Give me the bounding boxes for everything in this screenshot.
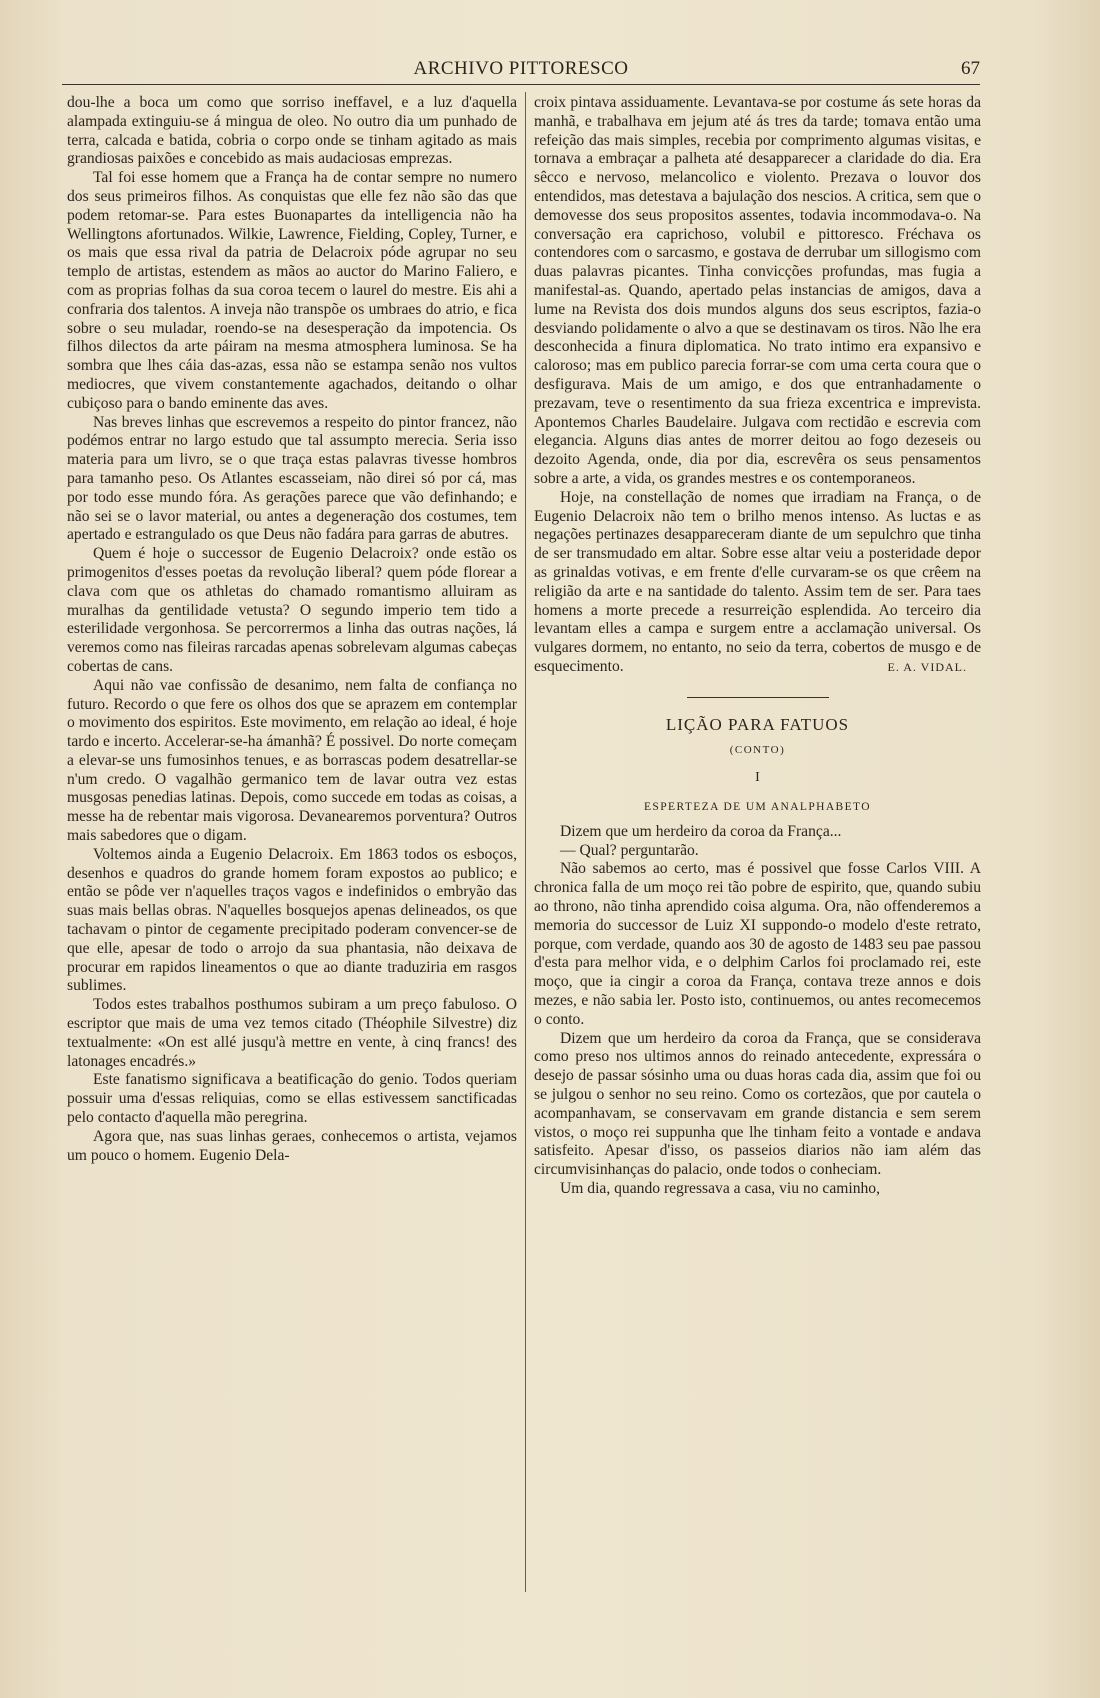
paragraph: Tal foi esse homem que a França ha de contar sempre no numero dos seus primeiros filhos. As conquistas que elle fez não são das que podem retomar-se. Para estes Buonapartes da intelligencia não ha Wellingtons afortunados. Wilkie, Lawrence, Fielding, Copley, Turner, e os mais que essa rival da patria de Delacroix póde agrupar no seu templo de artistas, estendem as mãos ao auctor do Marino Faliero, e com as proprias folhas da sua coroa tecem o laurel do mestre. Eis ahi a confraria dos talentos. A inveja não transpõe os umbraes do atrio, e fica sobre o seu muladar, roendo-se na desesperação da impotencia. Os filhos dilectos da arte páiram na mesma atmosphera luminosa. Se ha sombra que lhes cáia das-azas, essa não se estampa senão nos vultos mediocres, que vivem constantemente agachados, deitando o olhar cubiçoso para o bando eminente das aves. [67, 169, 517, 412]
paragraph: Voltemos ainda a Eugenio Delacroix. Em 1863 todos os esboços, desenhos e quadros do grande homem foram expostos ao publico; e então se pôde ver n'aquelles traços vagos e indefinidos o embryão das suas mais bellas obras. N'aquelles bosquejos apenas delineados, os que tachavam o pintor de cegamente precipitado poderam convencer-se de que elle, apesar de todo o arrojo da sua phantasia, não deixava de procurar em rapidos lineamentos o que ao diante traduziria em rasgos sublimes. [67, 845, 517, 995]
publication-title: ARCHIVO PITTORESCO [413, 58, 629, 79]
header-rule [62, 84, 980, 85]
chapter-title: ESPERTEZA DE UM ANALPHABETO [644, 801, 871, 814]
section-rule [687, 697, 829, 698]
paragraph: Nas breves linhas que escrevemos a respeito do pintor francez, não podémos entrar no largo estudo que tal assumpto merecia. Seria isso materia para um livro, se o que traça estas palavras tivesse hombros para tamanho peso. Os Atlantes escasseiam, não direi só por cá, mas por todo esse mundo fóra. As gerações parece que vão definhando; e não sei se o lavor material, ou antes a degeneração dos costumes, tem apertado e estrangulado os que Deus não fadára para garras de abutres. [67, 413, 517, 544]
paragraph: Hoje, na constellação de nomes que irradiam na França, o de Eugenio Delacroix não tem o brilho menos intenso. As luctas e as negações pertinazes desappareceram diante de um sepulchro que tinha de ser transmudado em altar. Sobre esse altar veiu a posteridade depor as grinaldas votivas, e em frente d'elle curvaram-se os que crêem na religião da arte e na santidade do talento. Assim tem de ser. Para taes homens a morte precede a resurreição esplendida. Ao terceiro dia levantam elles a campa e surgem entre a acclamação universal. Os vulgares dormem, no entanto, no seio da terra, cobertos de musgo e de esquecimento. [534, 488, 981, 675]
paragraph: dou-lhe a boca um como que sorriso ineffavel, e a luz d'aquella alampada extinguiu-se á mingua de oleo. No outro dia um punhado de terra, calcada e batida, cobria o corpo onde se tinham agitado as mais grandiosas paixões e concebido as mais audaciosas emprezas. [67, 94, 517, 168]
story-subtitle: (CONTO) [729, 743, 786, 756]
paragraph: Todos estes trabalhos posthumos subiram a um preço fabuloso. O escriptor que mais de uma vez temos citado (Théophile Silvestre) diz textualmente: «On est allé jusqu'à mettre en vente, à cinq francs! des latonages encadrés.» [67, 996, 517, 1070]
page-header [62, 56, 980, 82]
left-column [67, 94, 517, 1165]
paragraph: croix pintava assiduamente. Levantava-se por costume ás sete horas da manhã, e trabalhava em jejum até ás tres da tarde; tomava então uma refeição das mais simples, recebia por comprimento algumas visitas, e tornava a embraçar a palheta até desapparecer a claridade do dia. Era sêcco e nervoso, melancolico e violento. Prezava o louvor dos entendidos, mas detestava a bajulação dos nescios. A critica, sem que o demovesse dos seus propositos assentes, todavia incommodava-o. Na conversação era caprichoso, volubil e pittoresco. Fréchava os contendores com o sarcasmo, e gostava de derrubar um sillogismo com duas palavras picantes. Tinha convicções profundas, mas fugia a manifestal-as. Quando, apertado pelas instancias de amigos, dava a lume na Revista dos dois mundos alguns dos seus escriptos, fazia-o desviando polidamente o alvo a que se destinavam os tiros. Não lhe era desconhecida a finura diplomatica. No trato intimo era expansivo e caloroso; mas em publico parecia forrar-se com uma certa coura que o desfigurava. Mais de um amigo, e dos que entranhadamente o prezavam, teve o resentimento da sua frieza excentrica e imprevista. Apontemos Charles Baudelaire. Julgava com rectidão e escrevia com elegancia. Alguns dias antes de morrer deitou ao fogo dezeseis ou dezoito Agenda, onde, dia por dia, escrevêra os seus pensamentos sobre a arte, a vida, os grandes mestres e os contemporaneos. [534, 94, 981, 487]
paragraph: Este fanatismo significava a beatificação do genio. Todos queriam possuir uma d'essas reliquias, como se ellas estivessem sanctificadas pelo contacto d'aquella mão peregrina. [67, 1071, 517, 1127]
paragraph: Agora que, nas suas linhas geraes, conhecemos o artista, vejamos um pouco o homem. Eugenio Dela- [67, 1127, 517, 1164]
story-title: LIÇÃO PARA FATUOS [665, 714, 850, 734]
column-divider [525, 92, 526, 1592]
chapter-number: I [755, 770, 760, 786]
paragraph: — Qual? perguntarão. [560, 841, 699, 859]
paragraph: Quem é hoje o successor de Eugenio Delacroix? onde estão os primogenitos d'esses poetas da revolução liberal? quem póde florear a clava com que os athletas do chamado romantismo alluiram as muralhas da gentilidade vetusta? O segundo imperio tem tido a esterilidade vergonhosa. Se percorrermos a linha das outras nações, lá veremos como nas fileiras rarcadas apenas sobrelevam algumas cabeças cobertas de cans. [67, 545, 517, 675]
paragraph: Dizem que um herdeiro da coroa da França... [560, 822, 842, 840]
author-signature: E. A. VIDAL. [887, 659, 967, 674]
paragraph: Dizem que um herdeiro da coroa da França, que se considerava como preso nos ultimos annos do reinado antecedente, expressára o desejo de passar sósinho uma ou duas horas cada dia, assim que foi ou se julgou o senhor no seu reino. Como os cortezãos, que por cautela o acompanhavam, se conservavam em grande distancia e sem serem vistos, o moço rei suppunha que lhe tinham feito a vontade e andava satisfeito. Apesar d'isso, os passeios diarios não iam além das circumvisinhanças do palacio, onde todos o conheciam. [534, 1029, 981, 1179]
right-column [534, 94, 981, 1199]
paragraph: Um dia, quando regressava a casa, viu no caminho, [560, 1180, 880, 1198]
page-number: 67 [961, 58, 980, 79]
paragraph: Não sabemos ao certo, mas é possivel que fosse Carlos VIII. A chronica falla de um moço rei tão pobre de espirito, que, quando subiu ao throno, não tinha aprendido coisa alguma. Ora, não offenderemos a memoria do successor de Luiz XI suppondo-o modelo d'este retrato, porque, com verdade, quando aos 30 de agosto de 1483 seu pae passou d'esta para melhor vida, e o delphim Carlos foi proclamado rei, este moço, que ia cingir a coroa da França, contava treze annos e dois mezes, e não sabia ler. Posto isto, continuemos, ou antes recomecemos o conto. [534, 860, 981, 1028]
paragraph: Aqui não vae confissão de desanimo, nem falta de confiança no futuro. Recordo o que fere os olhos dos que se aprazem em contemplar o movimento dos espiritos. Este movimento, em relação ao ideal, é hoje tardo e incerto. Accelerar-se-ha ámanhã? É possivel. Do norte começam a elevar-se uns fumosinhos tenues, e as borrascas podem desatrellar-se n'um credo. O vagalhão germanico tem de lavar outra vez estas musgosas penedias latinas. Depois, como succede em todas as coisas, a messe ha de rebentar mais vigorosa. Devanearemos porventura? Outros mais sabedores que o digam. [67, 676, 517, 845]
